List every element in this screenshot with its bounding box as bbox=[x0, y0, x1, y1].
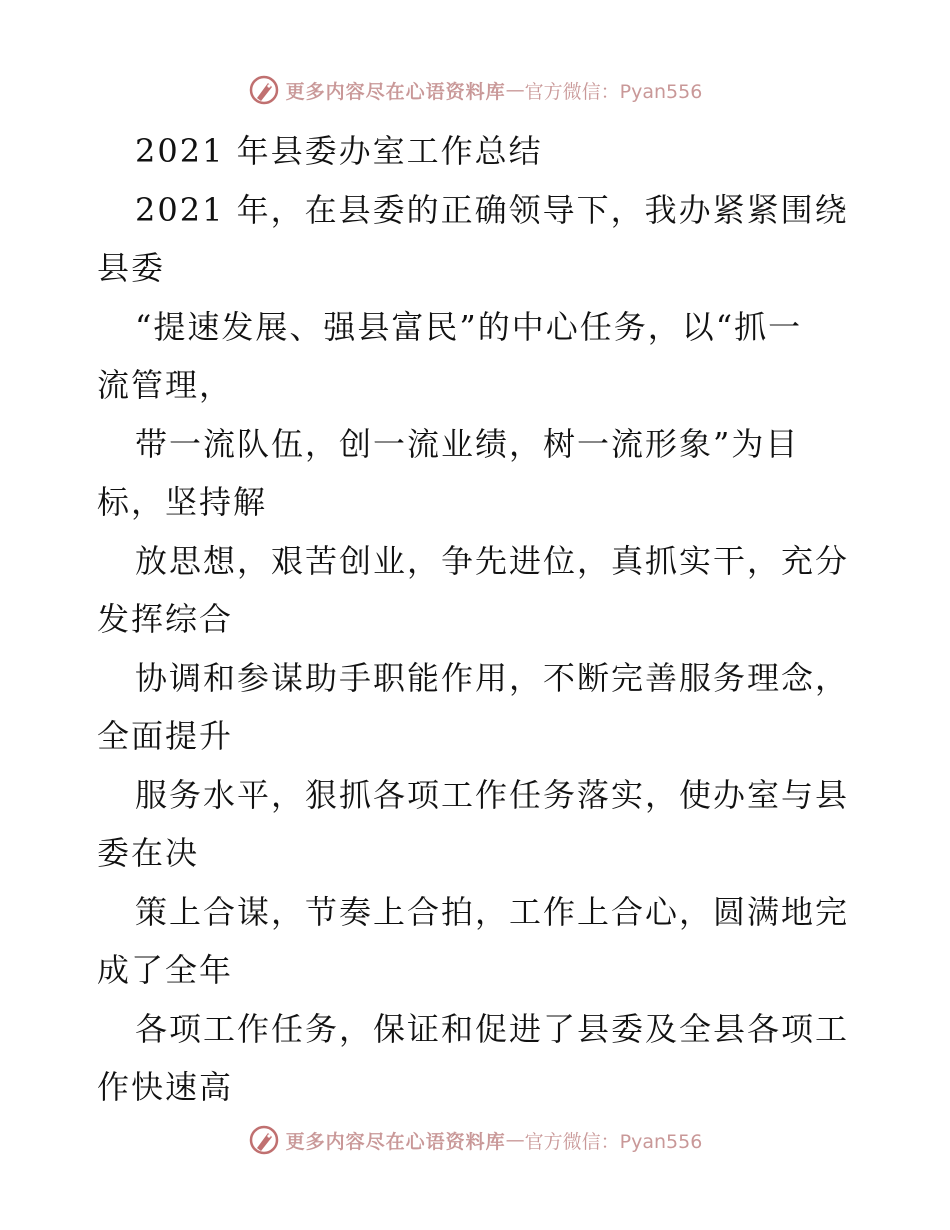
paragraph-line: 全面提升 bbox=[97, 717, 234, 755]
paragraph-line: 放思想，艰苦创业，争先进位，真抓实干，充分 bbox=[135, 541, 850, 580]
paragraph-line: 作快速高 bbox=[97, 1068, 234, 1106]
paragraph-line: 服务水平，狠抓各项工作任务落实，使办室与县 bbox=[135, 775, 850, 814]
document-body bbox=[97, 122, 857, 1117]
paragraph-line: 委在决 bbox=[97, 834, 200, 872]
footer-banner bbox=[0, 1120, 950, 1160]
banner-separator: — bbox=[505, 1129, 525, 1151]
banner-separator: — bbox=[505, 79, 525, 101]
paragraph-line: 流管理， bbox=[97, 366, 234, 404]
banner-contact: 官方微信：Pyan556 bbox=[524, 1130, 703, 1153]
paragraph-line: 带一流队伍，创一流业绩，树一流形象”为目 bbox=[135, 424, 800, 463]
document-title: 2021 年县委办室工作总结 bbox=[135, 132, 543, 170]
paragraph-line: 策上合谋，节奏上合拍，工作上合心，圆满地完 bbox=[135, 892, 850, 931]
banner-title: 更多内容尽在心语资料库 bbox=[285, 1130, 506, 1153]
paragraph-line: 标，坚持解 bbox=[97, 483, 268, 521]
paragraph-line: 2021 年，在县委的正确领导下，我办紧紧围绕 bbox=[135, 190, 849, 229]
paragraph-line: 成了全年 bbox=[97, 951, 234, 989]
pen-nib-logo-icon bbox=[248, 74, 280, 106]
pen-nib-logo-icon bbox=[248, 1124, 280, 1156]
paragraph-line: 县委 bbox=[97, 249, 166, 287]
header-banner bbox=[0, 70, 950, 110]
banner-contact: 官方微信：Pyan556 bbox=[524, 80, 703, 103]
paragraph-line: 发挥综合 bbox=[97, 600, 234, 638]
paragraph-line: 协调和参谋助手职能作用，不断完善服务理念， bbox=[135, 658, 850, 697]
paragraph-line: 各项工作任务，保证和促进了县委及全县各项工 bbox=[135, 1009, 850, 1048]
paragraph-line: “提速发展、强县富民”的中心任务，以“抓一 bbox=[135, 307, 803, 346]
banner-title: 更多内容尽在心语资料库 bbox=[285, 80, 506, 103]
